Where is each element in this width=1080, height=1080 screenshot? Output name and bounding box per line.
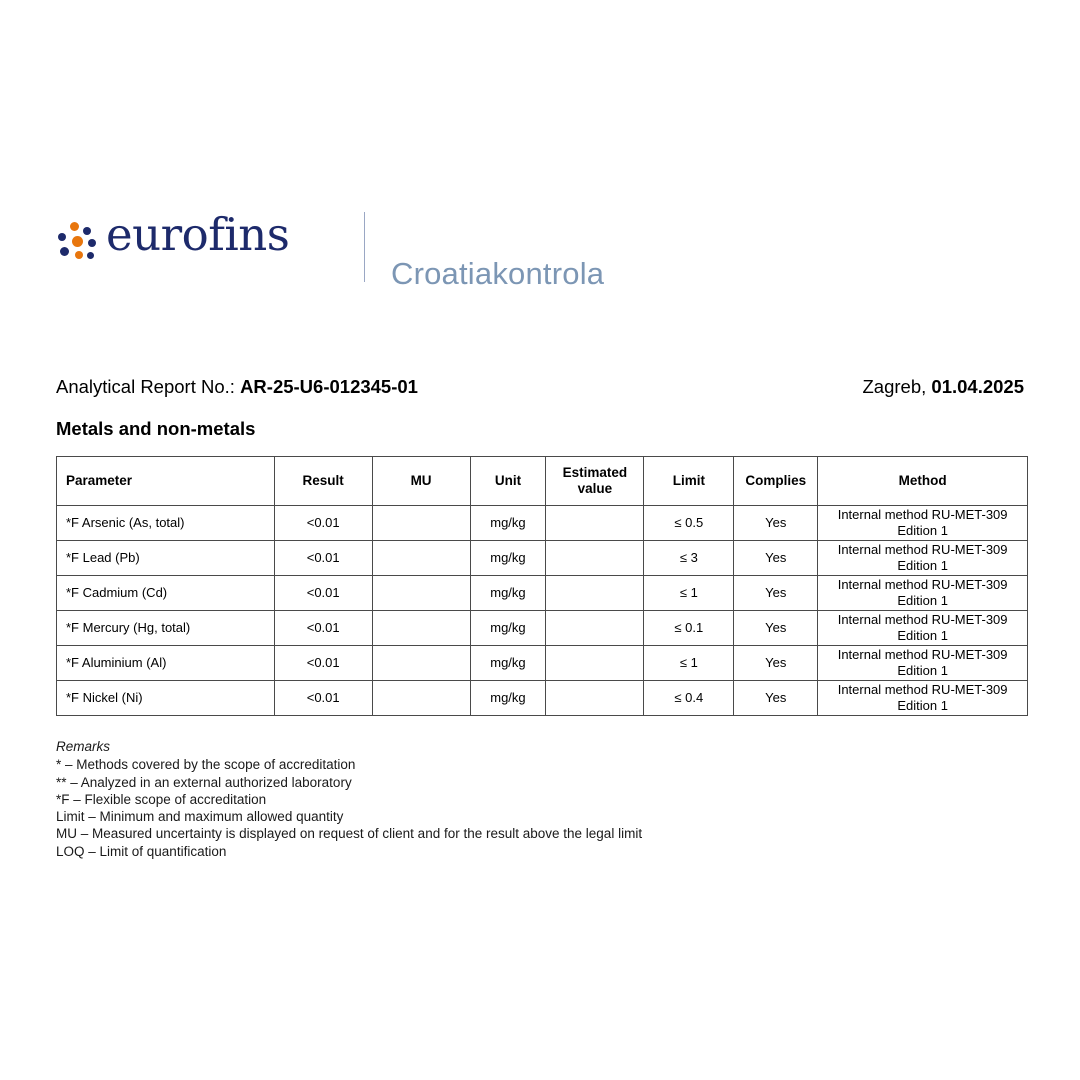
- table-row: [57, 611, 1028, 646]
- cell-parameter: *F Arsenic (As, total): [57, 506, 275, 541]
- remarks-line: ** – Analyzed in an external authorized laboratory: [56, 774, 352, 790]
- cell-parameter: *F Aluminium (Al): [57, 646, 275, 681]
- results-table: [56, 456, 1028, 716]
- column-header-mu: MU: [372, 457, 470, 506]
- cell-unit: mg/kg: [470, 611, 546, 646]
- cell-mu: [372, 506, 470, 541]
- cell-estimated-value: [546, 541, 644, 576]
- table-row: [57, 506, 1028, 541]
- cell-parameter: *F Mercury (Hg, total): [57, 611, 275, 646]
- report-city: Zagreb,: [862, 376, 927, 397]
- table-row: [57, 576, 1028, 611]
- cell-complies: Yes: [734, 576, 818, 611]
- cell-unit: mg/kg: [470, 506, 546, 541]
- cell-limit: ≤ 1: [644, 576, 734, 611]
- cell-limit: ≤ 0.4: [644, 681, 734, 716]
- cell-limit: ≤ 0.5: [644, 506, 734, 541]
- brand-wordmark: eurofins: [106, 208, 290, 261]
- cell-limit: ≤ 1: [644, 646, 734, 681]
- cell-result: <0.01: [274, 646, 372, 681]
- remarks-title: Remarks: [56, 739, 111, 754]
- column-header-complies: Complies: [734, 457, 818, 506]
- report-number-block: [56, 376, 418, 398]
- cell-parameter: *F Nickel (Ni): [57, 681, 275, 716]
- brand-logo: [56, 208, 656, 308]
- column-header-result: Result: [274, 457, 372, 506]
- cell-method: Internal method RU-MET-309 Edition 1: [818, 681, 1028, 716]
- cell-complies: Yes: [734, 681, 818, 716]
- column-header-limit: Limit: [644, 457, 734, 506]
- cell-method: Internal method RU-MET-309 Edition 1: [818, 541, 1028, 576]
- cell-complies: Yes: [734, 541, 818, 576]
- cell-method: Internal method RU-MET-309 Edition 1: [818, 646, 1028, 681]
- cell-method: Internal method RU-MET-309 Edition 1: [818, 611, 1028, 646]
- remarks-block: [56, 738, 956, 860]
- report-label: Analytical Report No.:: [56, 376, 235, 397]
- column-header-parameter: Parameter: [57, 457, 275, 506]
- cell-unit: mg/kg: [470, 646, 546, 681]
- cell-result: <0.01: [274, 576, 372, 611]
- cell-mu: [372, 611, 470, 646]
- remarks-line: MU – Measured uncertainty is displayed on request of client and for the result above the legal limit: [56, 826, 643, 842]
- cell-estimated-value: [546, 576, 644, 611]
- cell-estimated-value: [546, 506, 644, 541]
- column-header-estimated-value: Estimated value: [546, 457, 644, 506]
- cell-mu: [372, 681, 470, 716]
- report-place-date-block: [863, 376, 1025, 398]
- cell-result: <0.01: [274, 506, 372, 541]
- cell-method: Internal method RU-MET-309 Edition 1: [818, 576, 1028, 611]
- cell-limit: ≤ 0.1: [644, 611, 734, 646]
- cell-parameter: *F Lead (Pb): [57, 541, 275, 576]
- cell-result: <0.01: [274, 681, 372, 716]
- brand-subbrand: Croatiakontrola: [391, 256, 605, 291]
- table-row: [57, 646, 1028, 681]
- cell-mu: [372, 576, 470, 611]
- eurofins-dot-cluster-icon: [56, 222, 102, 262]
- cell-mu: [372, 646, 470, 681]
- table-header-row: [57, 457, 1028, 506]
- cell-complies: Yes: [734, 506, 818, 541]
- remarks-line: * – Methods covered by the scope of accreditation: [56, 757, 356, 773]
- cell-complies: Yes: [734, 611, 818, 646]
- report-header-line: [56, 376, 1024, 398]
- cell-estimated-value: [546, 681, 644, 716]
- table-row: [57, 681, 1028, 716]
- cell-unit: mg/kg: [470, 541, 546, 576]
- table-row: [57, 541, 1028, 576]
- column-header-method: Method: [818, 457, 1028, 506]
- cell-result: <0.01: [274, 541, 372, 576]
- cell-complies: Yes: [734, 646, 818, 681]
- cell-result: <0.01: [274, 611, 372, 646]
- cell-method: Internal method RU-MET-309 Edition 1: [818, 506, 1028, 541]
- cell-parameter: *F Cadmium (Cd): [57, 576, 275, 611]
- remarks-line: LOQ – Limit of quantification: [56, 843, 227, 859]
- cell-estimated-value: [546, 611, 644, 646]
- report-number: AR-25-U6-012345-01: [240, 376, 418, 397]
- remarks-line: Limit – Minimum and maximum allowed quantity: [56, 809, 344, 825]
- cell-mu: [372, 541, 470, 576]
- report-date: 01.04.2025: [931, 376, 1024, 397]
- cell-estimated-value: [546, 646, 644, 681]
- remarks-line: *F – Flexible scope of accreditation: [56, 791, 267, 807]
- cell-limit: ≤ 3: [644, 541, 734, 576]
- cell-unit: mg/kg: [470, 681, 546, 716]
- section-title: Metals and non-metals: [56, 418, 256, 439]
- cell-unit: mg/kg: [470, 576, 546, 611]
- column-header-unit: Unit: [470, 457, 546, 506]
- logo-divider: [364, 212, 365, 282]
